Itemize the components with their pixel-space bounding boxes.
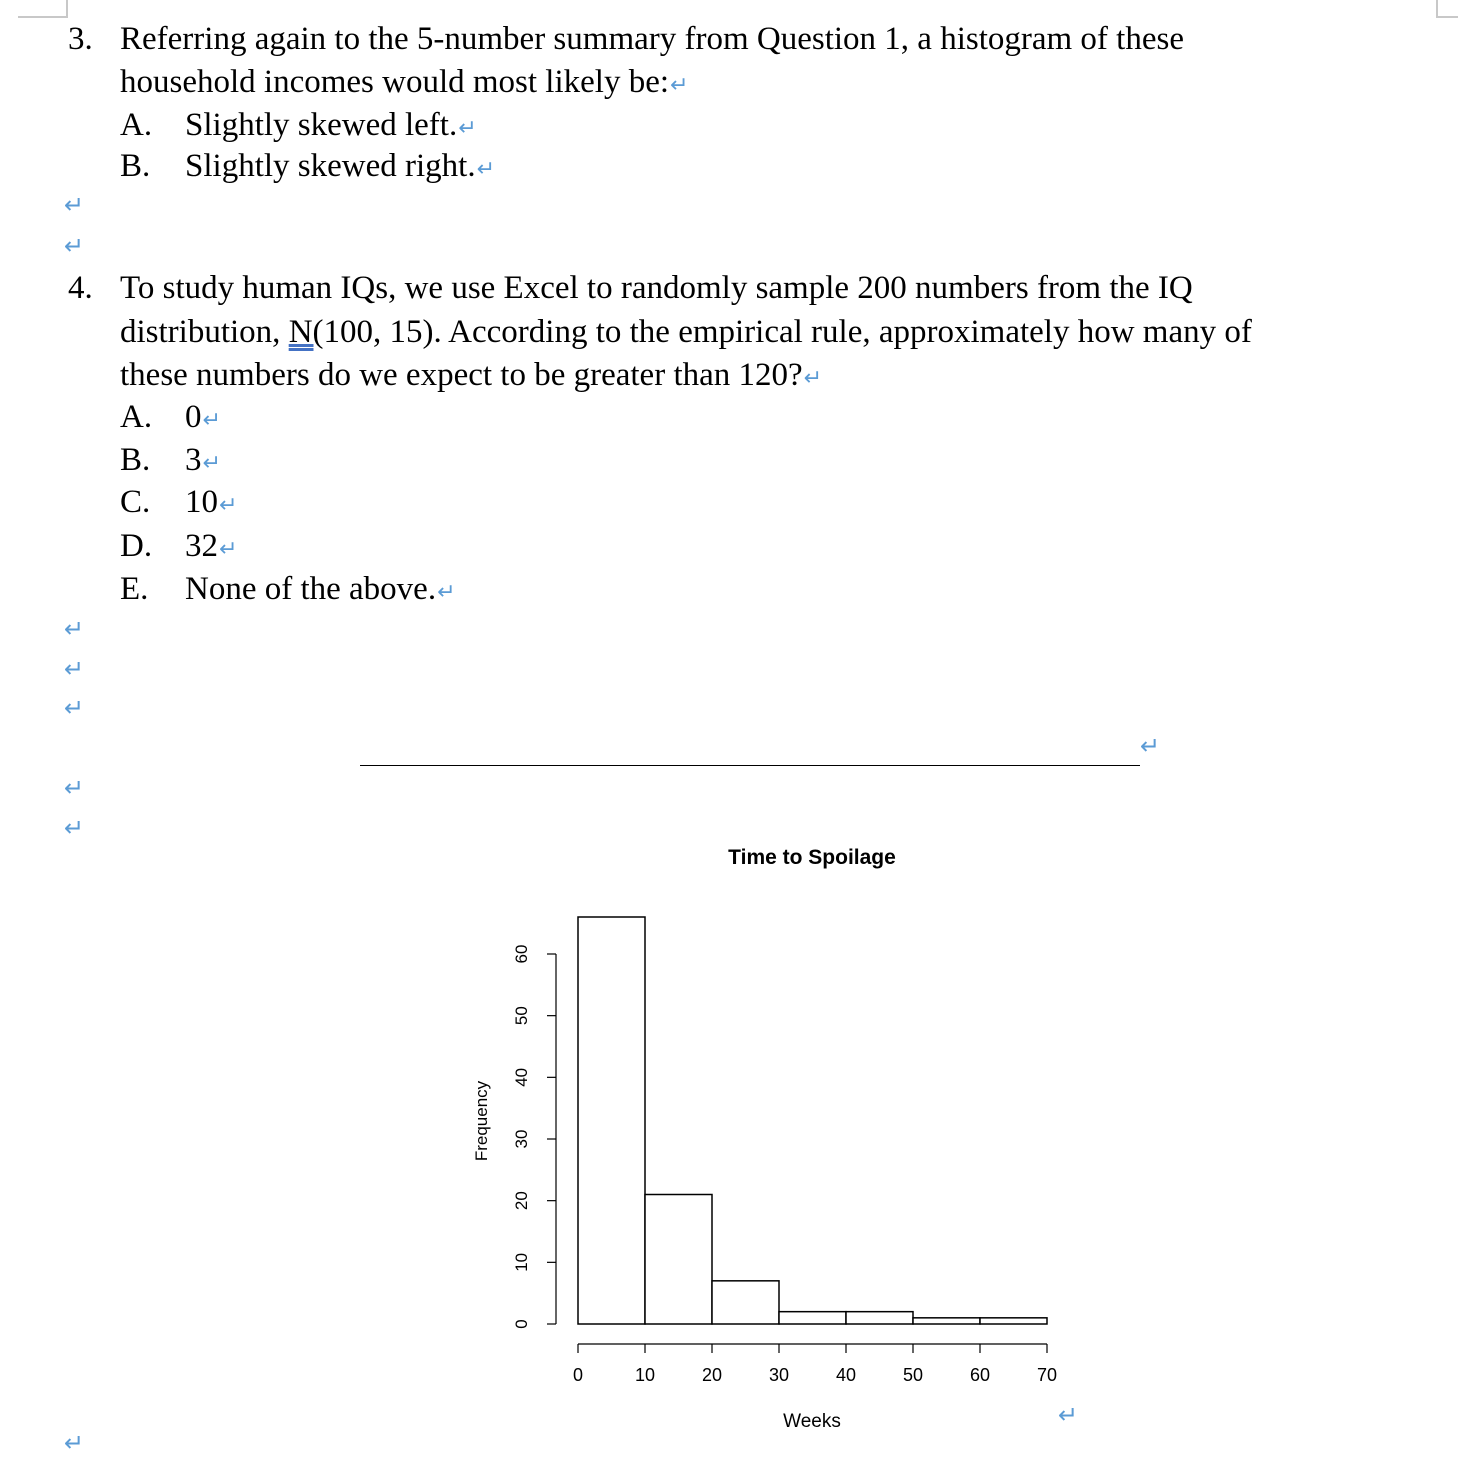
empty-paragraph-mark-icon: ↵	[64, 694, 85, 722]
option-letter: D.	[120, 528, 153, 564]
question-4-text-line-2-end: 100, 15). According to the empirical rule, approximately how many of	[323, 314, 1252, 350]
x-axis-label: Weeks	[783, 1411, 841, 1432]
y-tick-label: 10	[512, 1252, 531, 1272]
empty-paragraph-mark-icon: ↵	[64, 814, 85, 842]
histogram-bar	[913, 1318, 980, 1324]
x-tick-label: 20	[701, 1365, 723, 1385]
histogram-bar	[779, 1312, 846, 1324]
chart-title: Time to Spoilage	[728, 846, 896, 869]
paragraph-mark-icon: ↵	[1140, 732, 1161, 760]
paragraph-mark-icon: ↵	[458, 116, 477, 141]
x-tick-label: 0	[572, 1365, 584, 1385]
empty-paragraph-mark-icon: ↵	[64, 655, 85, 683]
option-text: 3	[185, 442, 202, 478]
histogram-bar	[846, 1312, 913, 1324]
paragraph-mark-icon: ↵	[219, 493, 238, 518]
empty-paragraph-mark-icon: ↵	[64, 774, 85, 802]
empty-paragraph-mark-icon: ↵	[64, 1429, 85, 1457]
y-tick-label: 0	[512, 1319, 531, 1329]
paragraph-mark-icon: ↵	[437, 580, 456, 605]
empty-paragraph-mark-icon: ↵	[64, 191, 85, 219]
paragraph-mark-icon: ↵	[1058, 1401, 1079, 1429]
paragraph-mark-icon: ↵	[670, 73, 689, 98]
option-text: 32	[185, 528, 218, 564]
question-4-text-line-1: To study human IQs, we use Excel to randomly sample 200 numbers from the IQ	[120, 270, 1193, 306]
option-letter: C.	[120, 484, 151, 520]
option-text: Slightly skewed right.	[185, 148, 476, 184]
option-letter: A.	[120, 399, 153, 435]
y-tick-label: 60	[512, 944, 531, 964]
question-3-text-line-2: household incomes would most likely be:	[120, 64, 670, 100]
histogram-bar	[578, 917, 645, 1324]
answer-blank-line	[360, 765, 1140, 766]
page-corner-marker-right	[1436, 0, 1458, 18]
page-corner-marker-left	[18, 0, 68, 18]
x-tick-label: 10	[634, 1365, 656, 1385]
question-4-text-line-3: these numbers do we expect to be greater than 120?	[120, 357, 803, 393]
option-text: 10	[185, 484, 218, 520]
x-tick-label: 30	[768, 1365, 790, 1385]
time-to-spoilage-histogram	[440, 830, 1080, 1445]
y-axis-label: Frequency	[472, 1080, 491, 1162]
question-4-number: 4.	[68, 270, 93, 306]
option-text: Slightly skewed left.	[185, 107, 458, 143]
y-tick-label: 30	[512, 1129, 531, 1149]
paragraph-mark-icon: ↵	[476, 157, 496, 182]
question-3-text-line-1: Referring again to the 5-number summary from Question 1, a histogram of these	[120, 21, 1184, 57]
y-tick-label: 50	[512, 1006, 531, 1026]
option-text: None of the above.	[185, 571, 437, 607]
x-tick-label: 50	[902, 1365, 924, 1385]
paragraph-mark-icon: ↵	[219, 537, 238, 562]
paragraph-mark-icon: ↵	[202, 408, 221, 433]
x-tick-label: 70	[1036, 1365, 1058, 1385]
paragraph-mark-icon: ↵	[803, 366, 823, 391]
x-tick-label: 40	[835, 1365, 857, 1385]
option-letter: E.	[120, 571, 149, 607]
paragraph-mark-icon: ↵	[202, 451, 221, 476]
option-letter: A.	[120, 107, 153, 143]
empty-paragraph-mark-icon: ↵	[64, 232, 85, 260]
histogram-bar	[980, 1318, 1047, 1324]
y-tick-label: 20	[512, 1191, 531, 1211]
question-4-text-line-2-start: distribution,	[120, 314, 289, 350]
y-tick-label: 40	[512, 1067, 531, 1087]
option-text: 0	[185, 399, 202, 435]
grammar-underline[interactable]: N(	[288, 314, 324, 350]
histogram-bar	[645, 1195, 712, 1325]
option-letter: B.	[120, 442, 151, 478]
histogram-bar	[712, 1281, 779, 1324]
x-tick-label: 60	[969, 1365, 991, 1385]
question-3-number: 3.	[68, 21, 93, 57]
option-letter: B.	[120, 148, 151, 184]
empty-paragraph-mark-icon: ↵	[64, 615, 85, 643]
